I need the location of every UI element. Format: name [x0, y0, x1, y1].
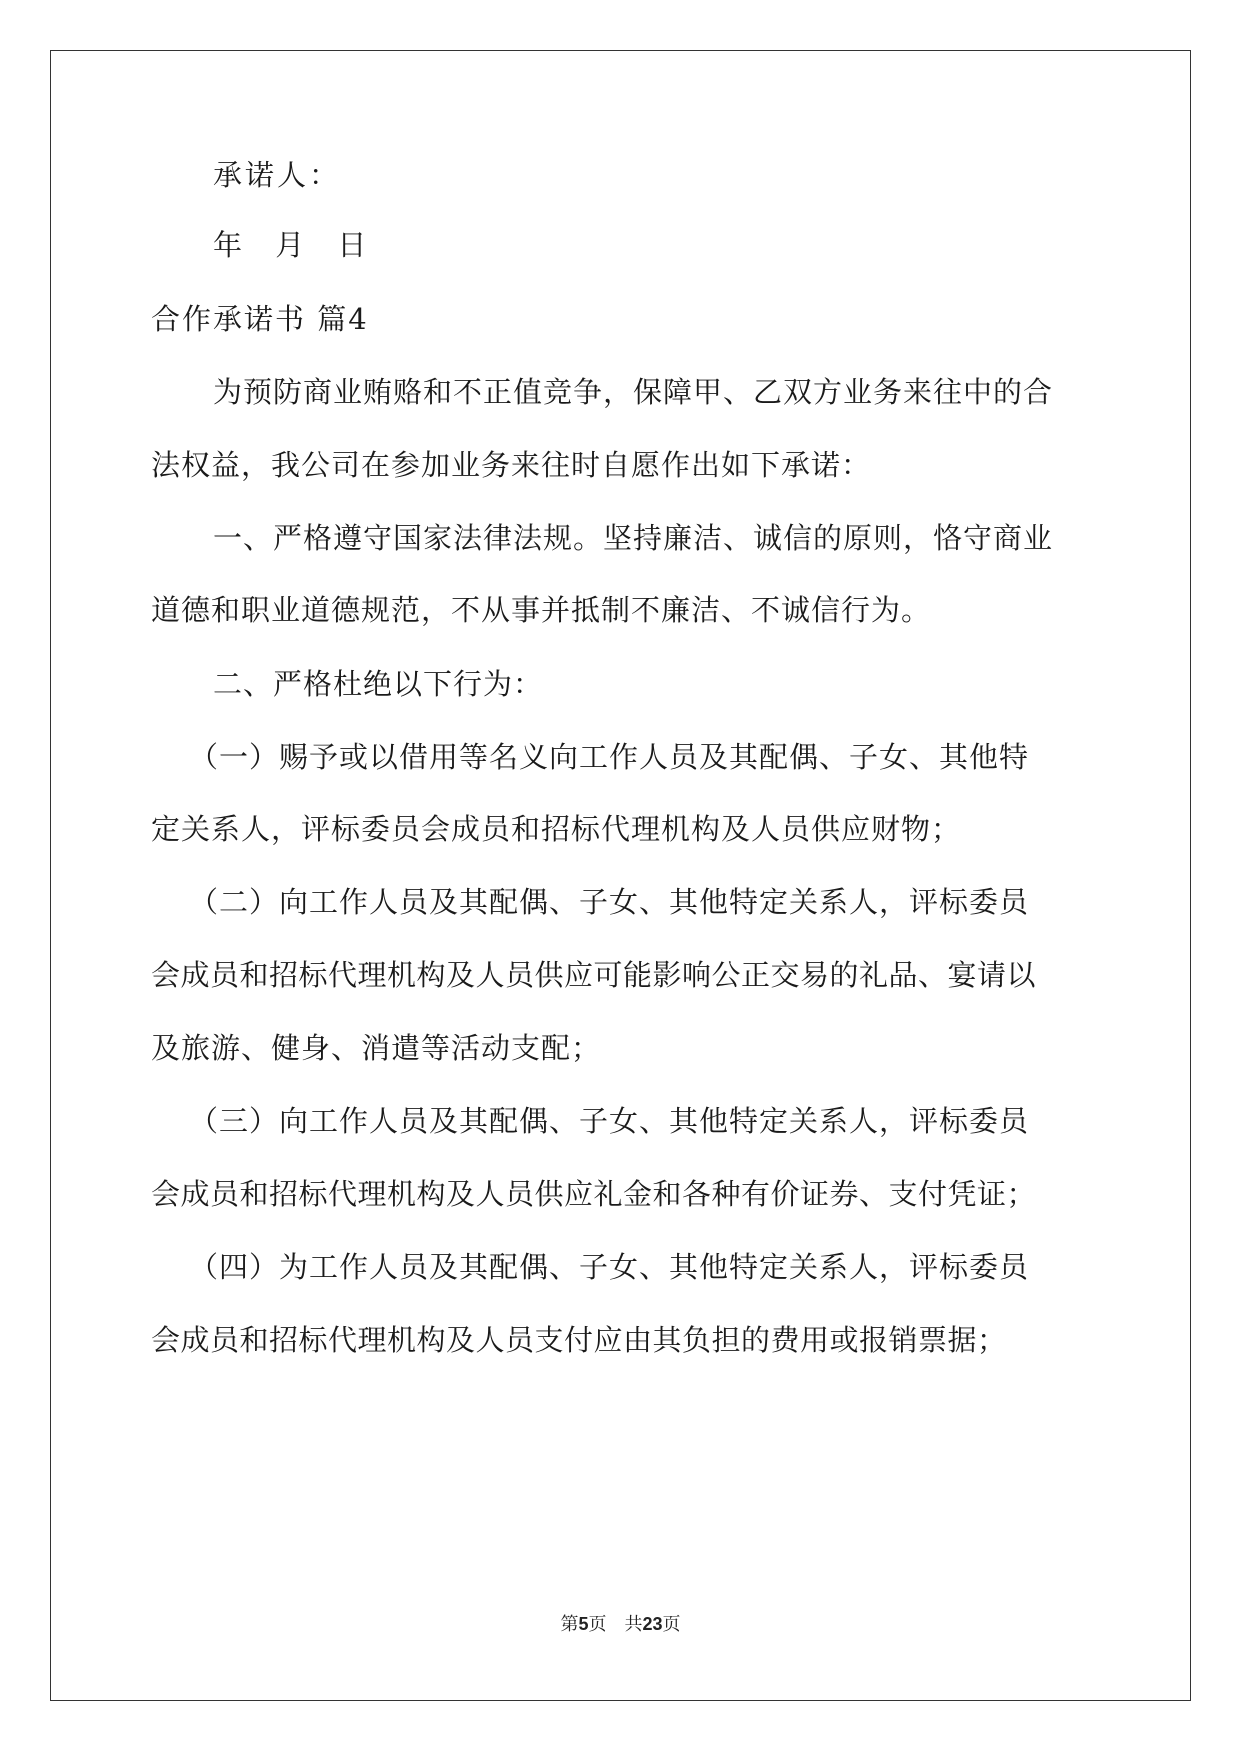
signer-line: 承诺人：	[213, 158, 342, 192]
paragraph-line: 会成员和招标代理机构及人员供应可能影响公正交易的礼品、宴请以	[151, 958, 1037, 992]
paragraph-line: 一、严格遵守国家法律法规。坚持廉洁、诚信的原则，恪守商业	[213, 521, 1054, 555]
footer-total-pages: 23	[642, 1614, 663, 1634]
paragraph-line: （四）为工作人员及其配偶、子女、其他特定关系人，评标委员	[189, 1250, 1030, 1284]
page-footer	[0, 1612, 1241, 1637]
footer-middle: 页 共	[588, 1614, 643, 1635]
paragraph-line: 为预防商业贿赂和不正值竞争，保障甲、乙双方业务来往中的合	[213, 375, 1054, 409]
paragraph-line: 及旅游、健身、消遣等活动支配；	[151, 1031, 602, 1065]
footer-prefix: 第	[560, 1614, 579, 1635]
paragraph-line: 会成员和招标代理机构及人员供应礼金和各种有价证券、支付凭证；	[151, 1177, 1037, 1211]
date-line: 年 月 日	[213, 228, 379, 262]
paragraph-line: （一）赐予或以借用等名义向工作人员及其配偶、子女、其他特	[189, 740, 1030, 774]
paragraph-line: 法权益，我公司在参加业务来往时自愿作出如下承诺：	[151, 448, 872, 482]
paragraph-line: （三）向工作人员及其配偶、子女、其他特定关系人，评标委员	[189, 1104, 1030, 1138]
section-heading: 合作承诺书 篇4	[151, 302, 369, 336]
footer-page-number: 5	[578, 1614, 589, 1634]
paragraph-line: 定关系人，评标委员会成员和招标代理机构及人员供应财物；	[151, 812, 962, 846]
paragraph-line: 会成员和招标代理机构及人员支付应由其负担的费用或报销票据；	[151, 1323, 1007, 1357]
paragraph-line: 二、严格杜绝以下行为：	[213, 667, 544, 701]
footer-suffix: 页	[662, 1614, 681, 1635]
paragraph-line: 道德和职业道德规范，不从事并抵制不廉洁、不诚信行为。	[151, 593, 932, 627]
paragraph-line: （二）向工作人员及其配偶、子女、其他特定关系人，评标委员	[189, 885, 1030, 919]
page-border	[50, 50, 1191, 1701]
